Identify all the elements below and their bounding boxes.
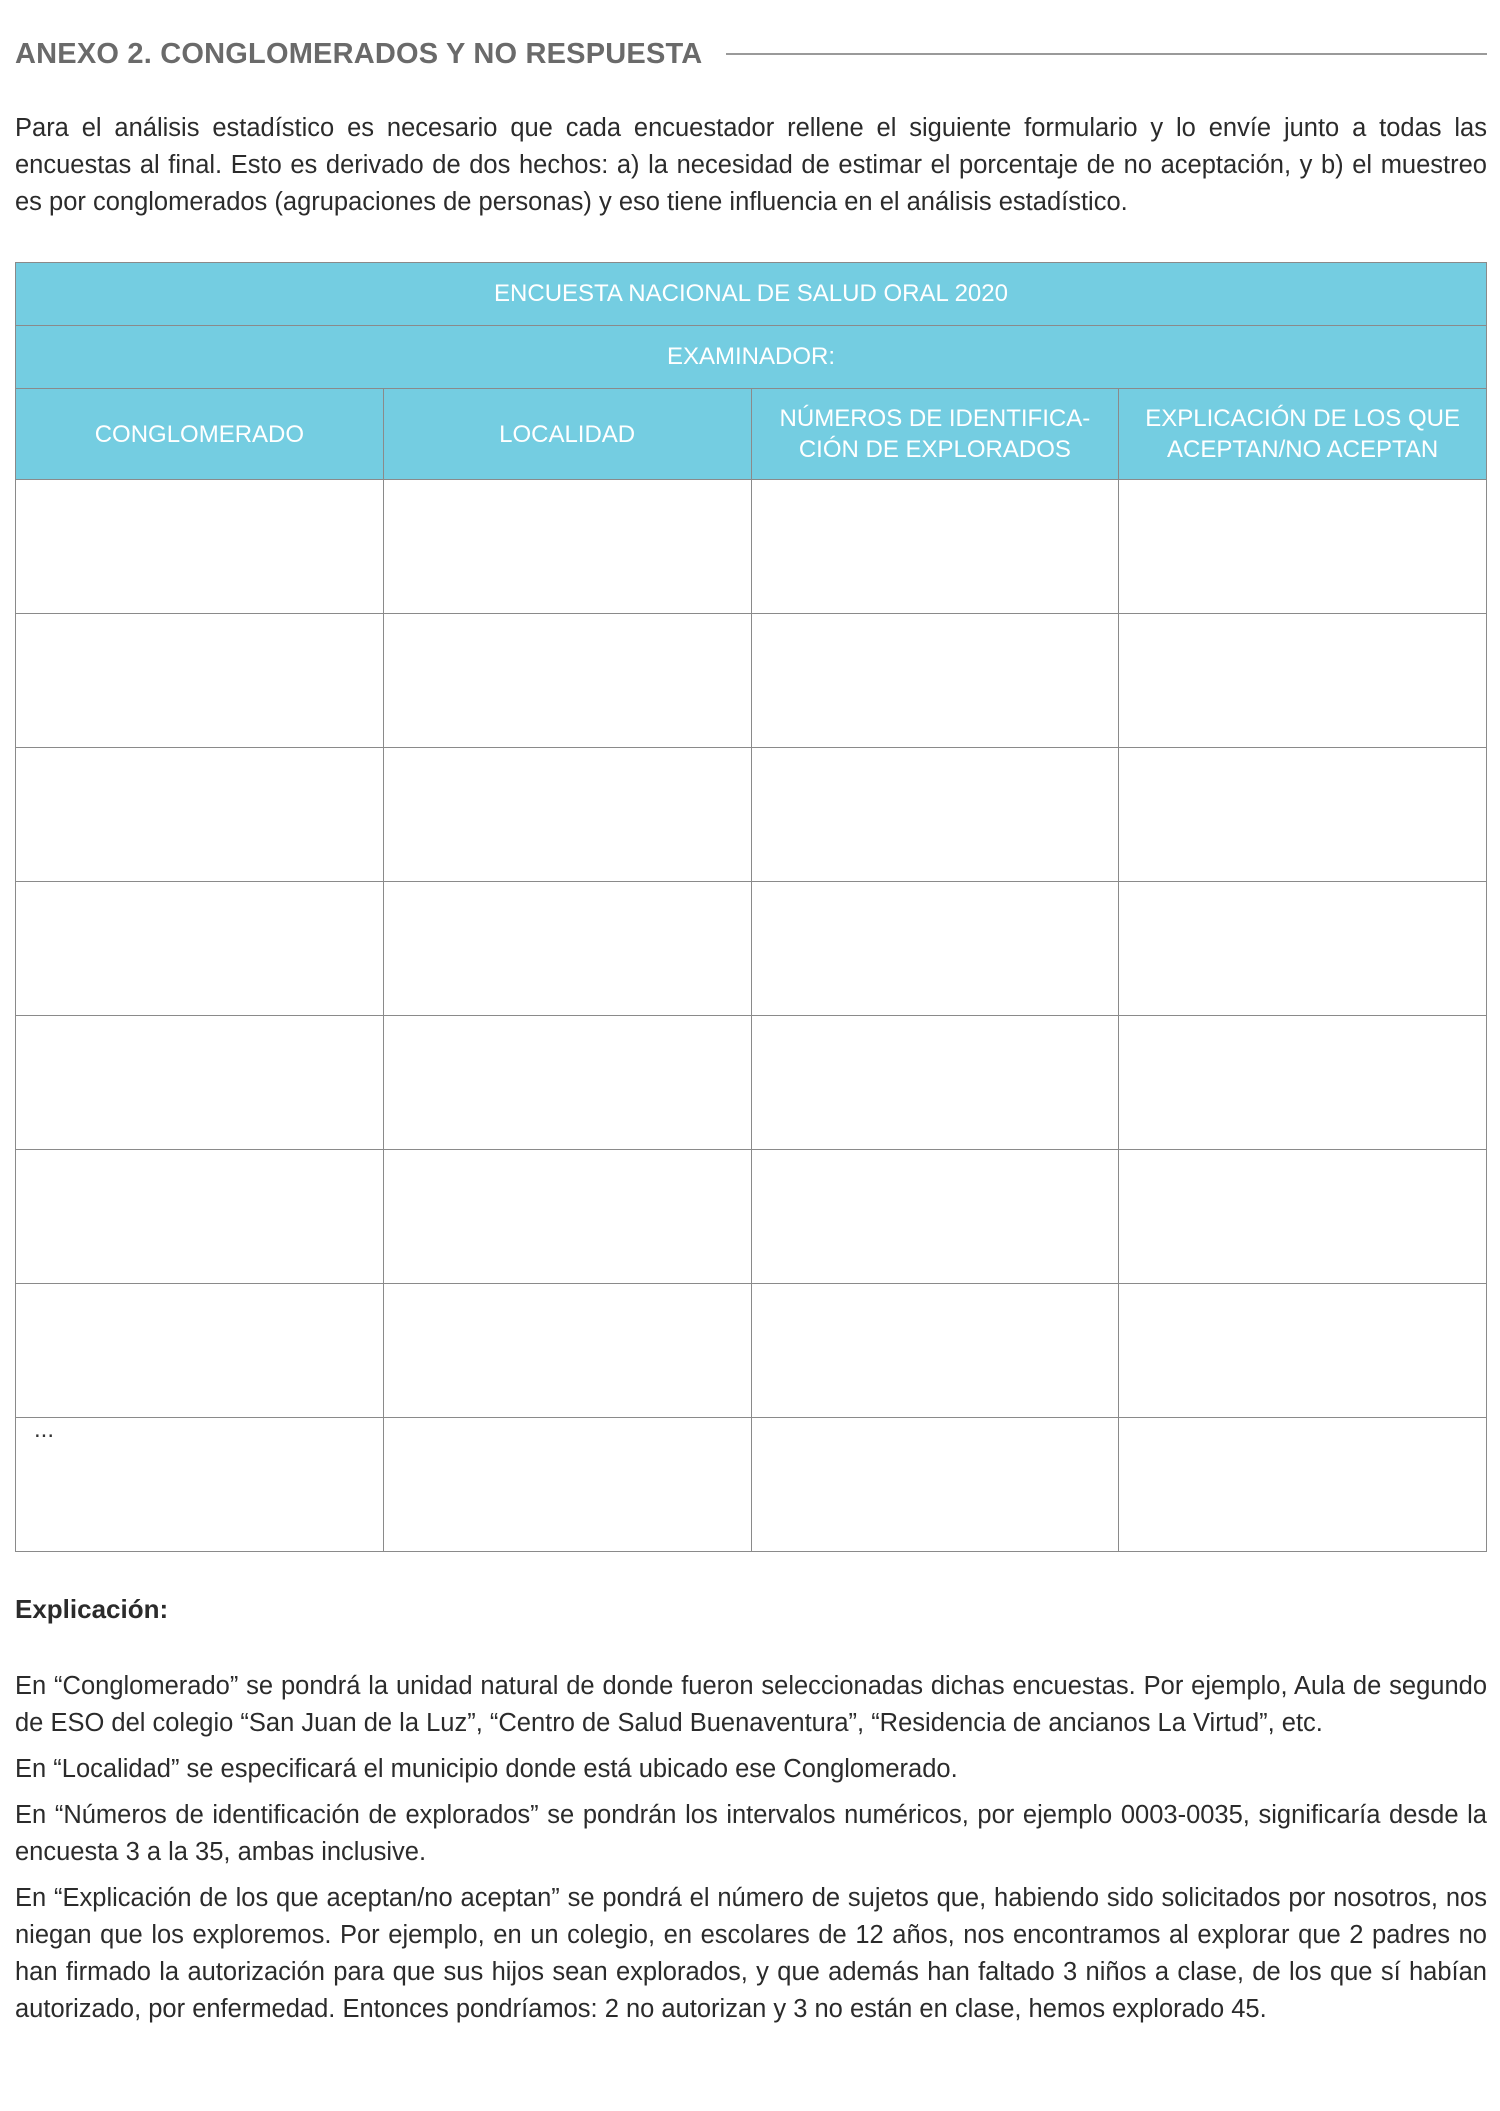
cell-localidad[interactable]: [383, 1284, 751, 1418]
table-row: [16, 882, 1487, 1016]
explanation-heading: Explicación:: [15, 1594, 169, 1624]
intro-paragraph: Para el análisis estadístico es necesario que cada encuestador rellene el siguiente formulario y lo envíe junto a todas las encuestas al final. Esto es derivado de dos hechos: a) la necesidad de estimar el porcentaje de no aceptación, y b) el muestreo es por conglomerados (agrupaciones de personas) y eso tiene influencia en el análisis estadístico.: [15, 114, 1487, 216]
cell-numeros-identificacion[interactable]: [751, 748, 1119, 882]
table-row-continuation: [16, 1418, 1487, 1552]
explanation-body: [15, 1668, 1487, 2037]
table-row: [16, 1284, 1487, 1418]
cell-numeros-identificacion[interactable]: [751, 614, 1119, 748]
survey-form-table: [15, 262, 1487, 1552]
explanation-paragraph-numeros: En “Números de identificación de explorados” se pondrán los intervalos numéricos, por ejemplo 0003-0035, significaría desde la encuesta 3 a la 35, ambas inclusive.: [15, 1801, 1487, 1866]
cell-numeros-identificacion[interactable]: [751, 1016, 1119, 1150]
cell-conglomerado[interactable]: [16, 1284, 384, 1418]
cell-numeros-identificacion[interactable]: [751, 882, 1119, 1016]
explanation-paragraph-aceptan: En “Explicación de los que aceptan/no aceptan” se pondrá el número de sujetos que, habiendo sido solicitados por nosotros, nos niegan que los exploremos. Por ejemplo, en un colegio, en escolares de 12 años, nos encontramos al explorar que 2 padres no han firmado la autorización para que sus hijos sean explorados, y que además han faltado 3 niños a clase, de los que sí habían autorizado, por enfermedad. Entonces pondríamos: 2 no autorizan y 3 no están en clase, hemos explorado 45.: [15, 1884, 1487, 2023]
examiner-field-header[interactable]: EXAMINADOR:: [16, 326, 1487, 389]
table-row: [16, 480, 1487, 614]
cell-localidad[interactable]: [383, 1418, 751, 1552]
table-row: [16, 1150, 1487, 1284]
column-header-conglomerado: CONGLOMERADO: [16, 389, 384, 480]
table-row: [16, 748, 1487, 882]
cell-explicacion[interactable]: [1119, 748, 1487, 882]
cell-numeros-identificacion[interactable]: [751, 480, 1119, 614]
table-title-header: ENCUESTA NACIONAL DE SALUD ORAL 2020: [16, 263, 1487, 326]
cell-conglomerado[interactable]: [16, 1016, 384, 1150]
cell-explicacion[interactable]: [1119, 480, 1487, 614]
cell-explicacion[interactable]: [1119, 1284, 1487, 1418]
cell-localidad[interactable]: [383, 1016, 751, 1150]
table-row: [16, 614, 1487, 748]
cell-conglomerado[interactable]: [16, 480, 384, 614]
column-header-numeros-identificacion: NÚMEROS DE IDENTIFICA-CIÓN DE EXPLORADOS: [751, 389, 1119, 480]
cell-localidad[interactable]: [383, 1150, 751, 1284]
cell-explicacion[interactable]: [1119, 882, 1487, 1016]
explanation-paragraph-conglomerado: En “Conglomerado” se pondrá la unidad natural de donde fueron seleccionadas dichas encuestas. Por ejemplo, Aula de segundo de ESO del colegio “San Juan de la Luz”, “Centro de Salud Buenaventura”, “Residencia de ancianos La Virtud”, etc.: [15, 1672, 1487, 1737]
column-header-explicacion: EXPLICACIÓN DE LOS QUE ACEPTAN/NO ACEPTAN: [1119, 389, 1487, 480]
cell-localidad[interactable]: [383, 882, 751, 1016]
section-title: ANEXO 2. CONGLOMERADOS Y NO RESPUESTA: [15, 37, 703, 70]
explanation-paragraph-localidad: En “Localidad” se especificará el municipio donde está ubicado ese Conglomerado.: [15, 1755, 958, 1783]
cell-explicacion[interactable]: [1119, 1016, 1487, 1150]
cell-explicacion[interactable]: [1119, 1150, 1487, 1284]
cell-conglomerado[interactable]: [16, 1150, 384, 1284]
cell-localidad[interactable]: [383, 480, 751, 614]
cell-conglomerado[interactable]: [16, 882, 384, 1016]
cell-localidad[interactable]: [383, 614, 751, 748]
cell-numeros-identificacion[interactable]: [751, 1284, 1119, 1418]
cell-explicacion[interactable]: [1119, 1418, 1487, 1552]
section-title-row: [15, 32, 1487, 76]
cell-conglomerado[interactable]: [16, 748, 384, 882]
cell-localidad[interactable]: [383, 748, 751, 882]
cell-numeros-identificacion[interactable]: [751, 1150, 1119, 1284]
cell-explicacion[interactable]: [1119, 614, 1487, 748]
table-row: [16, 1016, 1487, 1150]
title-rule-divider: [726, 53, 1487, 55]
cell-conglomerado[interactable]: [16, 614, 384, 748]
column-header-localidad: LOCALIDAD: [383, 389, 751, 480]
cell-numeros-identificacion[interactable]: [751, 1418, 1119, 1552]
continuation-ellipsis: ...: [34, 1416, 55, 1443]
cell-conglomerado[interactable]: [16, 1418, 384, 1552]
